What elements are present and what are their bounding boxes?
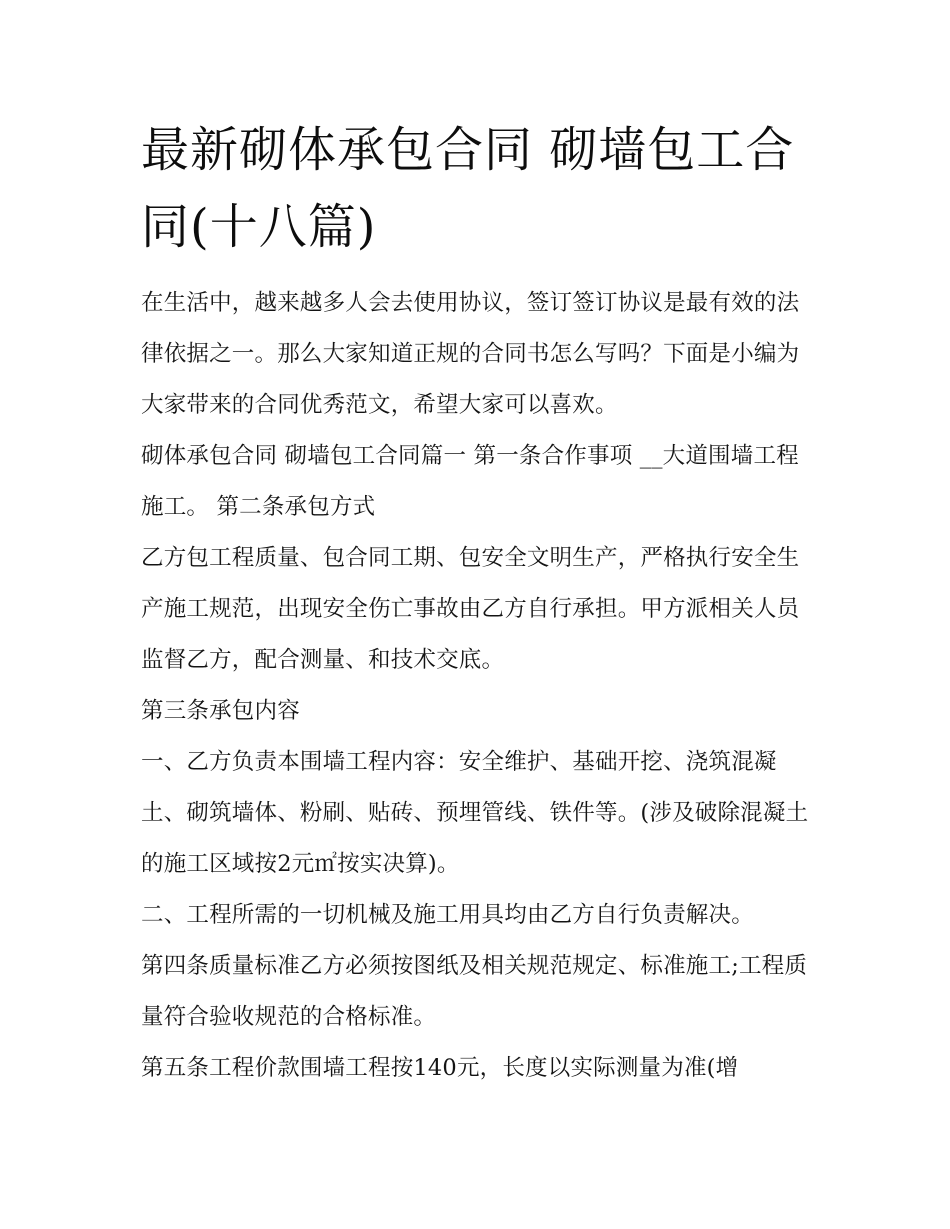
paragraph-article-1-2: 砌体承包合同 砌墙包工合同篇一 第一条合作事项 __大道围墙工程施工。 第二条承包方式 bbox=[141, 443, 799, 520]
paragraph-scope-item-2: 二、工程所需的一切机械及施工用具均由乙方自行负责解决。 bbox=[141, 902, 754, 928]
paragraph-scope-item-1: 一、乙方负责本围墙工程内容：安全维护、基础开挖、浇筑混凝土、砌筑墙体、粉刷、贴砖、预埋管线、铁件等。(涉及破除混凝土的施工区域按2元㎡按实决算)。 bbox=[141, 749, 809, 877]
paragraph-contract-method: 乙方包工程质量、包合同工期、包安全文明生产，严格执行安全生产施工规范，出现安全伤亡事故由乙方自行承担。甲方派相关人员监督乙方，配合测量、和技术交底。 bbox=[141, 545, 800, 673]
paragraph-article-3-heading: 第三条承包内容 bbox=[141, 698, 300, 724]
document-title: 最新砌体承包合同 砌墙包工合同(十八篇) bbox=[141, 122, 795, 255]
paragraph-intro: 在生活中，越来越多人会去使用协议，签订签订协议是最有效的法律依据之一。那么大家知道正规的合同书怎么写吗？下面是小编为大家带来的合同优秀范文，希望大家可以喜欢。 bbox=[141, 290, 800, 418]
document-body bbox=[141, 112, 813, 1094]
paragraph-article-4-quality: 第四条质量标准乙方必须按图纸及相关规范规定、标准施工;工程质量符合验收规范的合格标准。 bbox=[141, 953, 808, 1030]
paragraph-article-5-price: 第五条工程价款围墙工程按140元，长度以实际测量为准(增 bbox=[141, 1055, 739, 1081]
title-spacer bbox=[141, 266, 813, 278]
